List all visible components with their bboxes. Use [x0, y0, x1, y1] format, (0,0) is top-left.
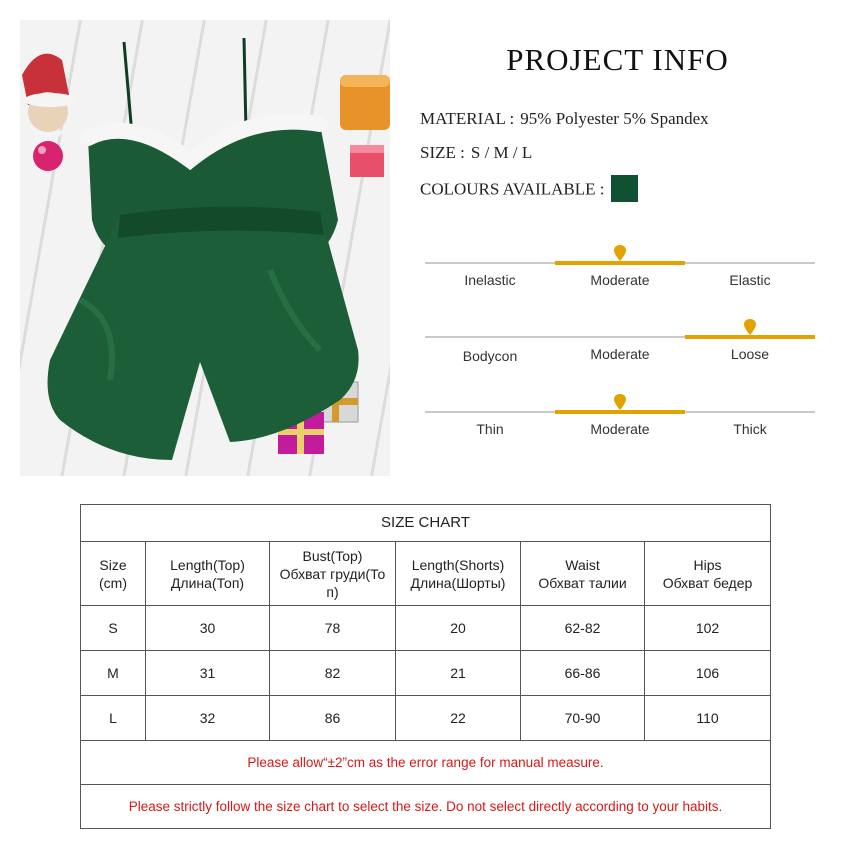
colours-label: COLOURS AVAILABLE :	[420, 179, 605, 199]
scale-label-high: Loose	[730, 346, 770, 362]
table-cell: 66-86	[521, 651, 645, 696]
size-label: SIZE :	[420, 143, 465, 162]
header-en: Length(Shorts)	[411, 556, 505, 573]
table-cell: 21	[396, 651, 521, 696]
material-label: MATERIAL :	[420, 109, 515, 128]
scale-label-low: Thin	[476, 421, 504, 437]
table-cell: 70-90	[521, 696, 645, 741]
error-range-note: Please allow“±2”cm as the error range for manual measure.	[81, 741, 771, 785]
header-ru: Обхват бедер	[662, 574, 753, 591]
size-advice-note: Please strictly follow the size chart to select the size. Do not select directly according to your habits.	[81, 785, 771, 829]
material-line	[420, 109, 709, 129]
header-ru: Длина(Топ)	[170, 574, 245, 591]
location-pin-icon	[742, 318, 758, 336]
header-size	[81, 542, 146, 606]
table-row	[81, 651, 771, 696]
table-cell: 32	[146, 696, 270, 741]
material-value: 95% Polyester 5% Spandex	[520, 109, 709, 128]
location-pin-icon	[612, 244, 628, 262]
thickness-scale	[425, 411, 815, 471]
header-en: Length(Top)	[170, 556, 245, 573]
header-waist	[521, 542, 645, 606]
table-cell: L	[81, 696, 146, 741]
table-cell: 62-82	[521, 606, 645, 651]
santa-ornament	[22, 54, 76, 171]
table-cell: 31	[146, 651, 270, 696]
note-row	[81, 785, 771, 829]
header-en: Waist	[565, 556, 600, 573]
size-line	[420, 143, 532, 163]
location-pin-icon	[612, 393, 628, 411]
table-cell: 22	[396, 696, 521, 741]
size-chart-table	[80, 504, 771, 829]
scale-label-high: Thick	[733, 421, 767, 437]
scale-label-mid: Moderate	[590, 421, 650, 437]
header-ru: Обхват талии	[538, 574, 627, 591]
scale-label-mid: Moderate	[590, 272, 650, 288]
table-cell: 78	[270, 606, 396, 651]
project-info-title: PROJECT INFO	[506, 42, 729, 77]
header-ru: Длина(Шорты)	[410, 574, 506, 591]
table-cell: 30	[146, 606, 270, 651]
table-cell: 102	[645, 606, 771, 651]
size-chart-header-row	[81, 542, 771, 606]
elasticity-scale	[425, 262, 815, 322]
header-length-shorts	[396, 542, 521, 606]
header-length-top	[146, 542, 270, 606]
table-cell: S	[81, 606, 146, 651]
header-bust-top	[270, 542, 396, 606]
table-cell: 82	[270, 651, 396, 696]
product-illustration	[20, 20, 390, 476]
table-cell: 20	[396, 606, 521, 651]
table-row	[81, 606, 771, 651]
product-photo	[20, 20, 390, 476]
header-ru: Обхват груди(Топ)	[279, 565, 386, 600]
header-hips	[645, 542, 771, 606]
table-row	[81, 696, 771, 741]
header-en: Hips	[693, 556, 722, 573]
scale-label-mid: Moderate	[590, 346, 650, 362]
note-row	[81, 741, 771, 785]
table-cell: 110	[645, 696, 771, 741]
table-cell: 106	[645, 651, 771, 696]
candles	[340, 75, 390, 177]
colours-line	[420, 177, 638, 204]
header-en: Size	[99, 556, 127, 573]
size-value: S / M / L	[470, 143, 533, 162]
scale-label-low: Inelastic	[464, 272, 516, 288]
header-ru: (cm)	[99, 574, 127, 591]
table-cell: 86	[270, 696, 396, 741]
colour-swatch[interactable]	[611, 175, 638, 202]
header-en: Bust(Top)	[302, 547, 363, 564]
scale-label-high: Elastic	[729, 272, 771, 288]
fit-scale	[425, 336, 815, 396]
size-chart-title: SIZE CHART	[81, 505, 771, 542]
table-cell: M	[81, 651, 146, 696]
scale-label-low: Bodycon	[462, 348, 518, 364]
